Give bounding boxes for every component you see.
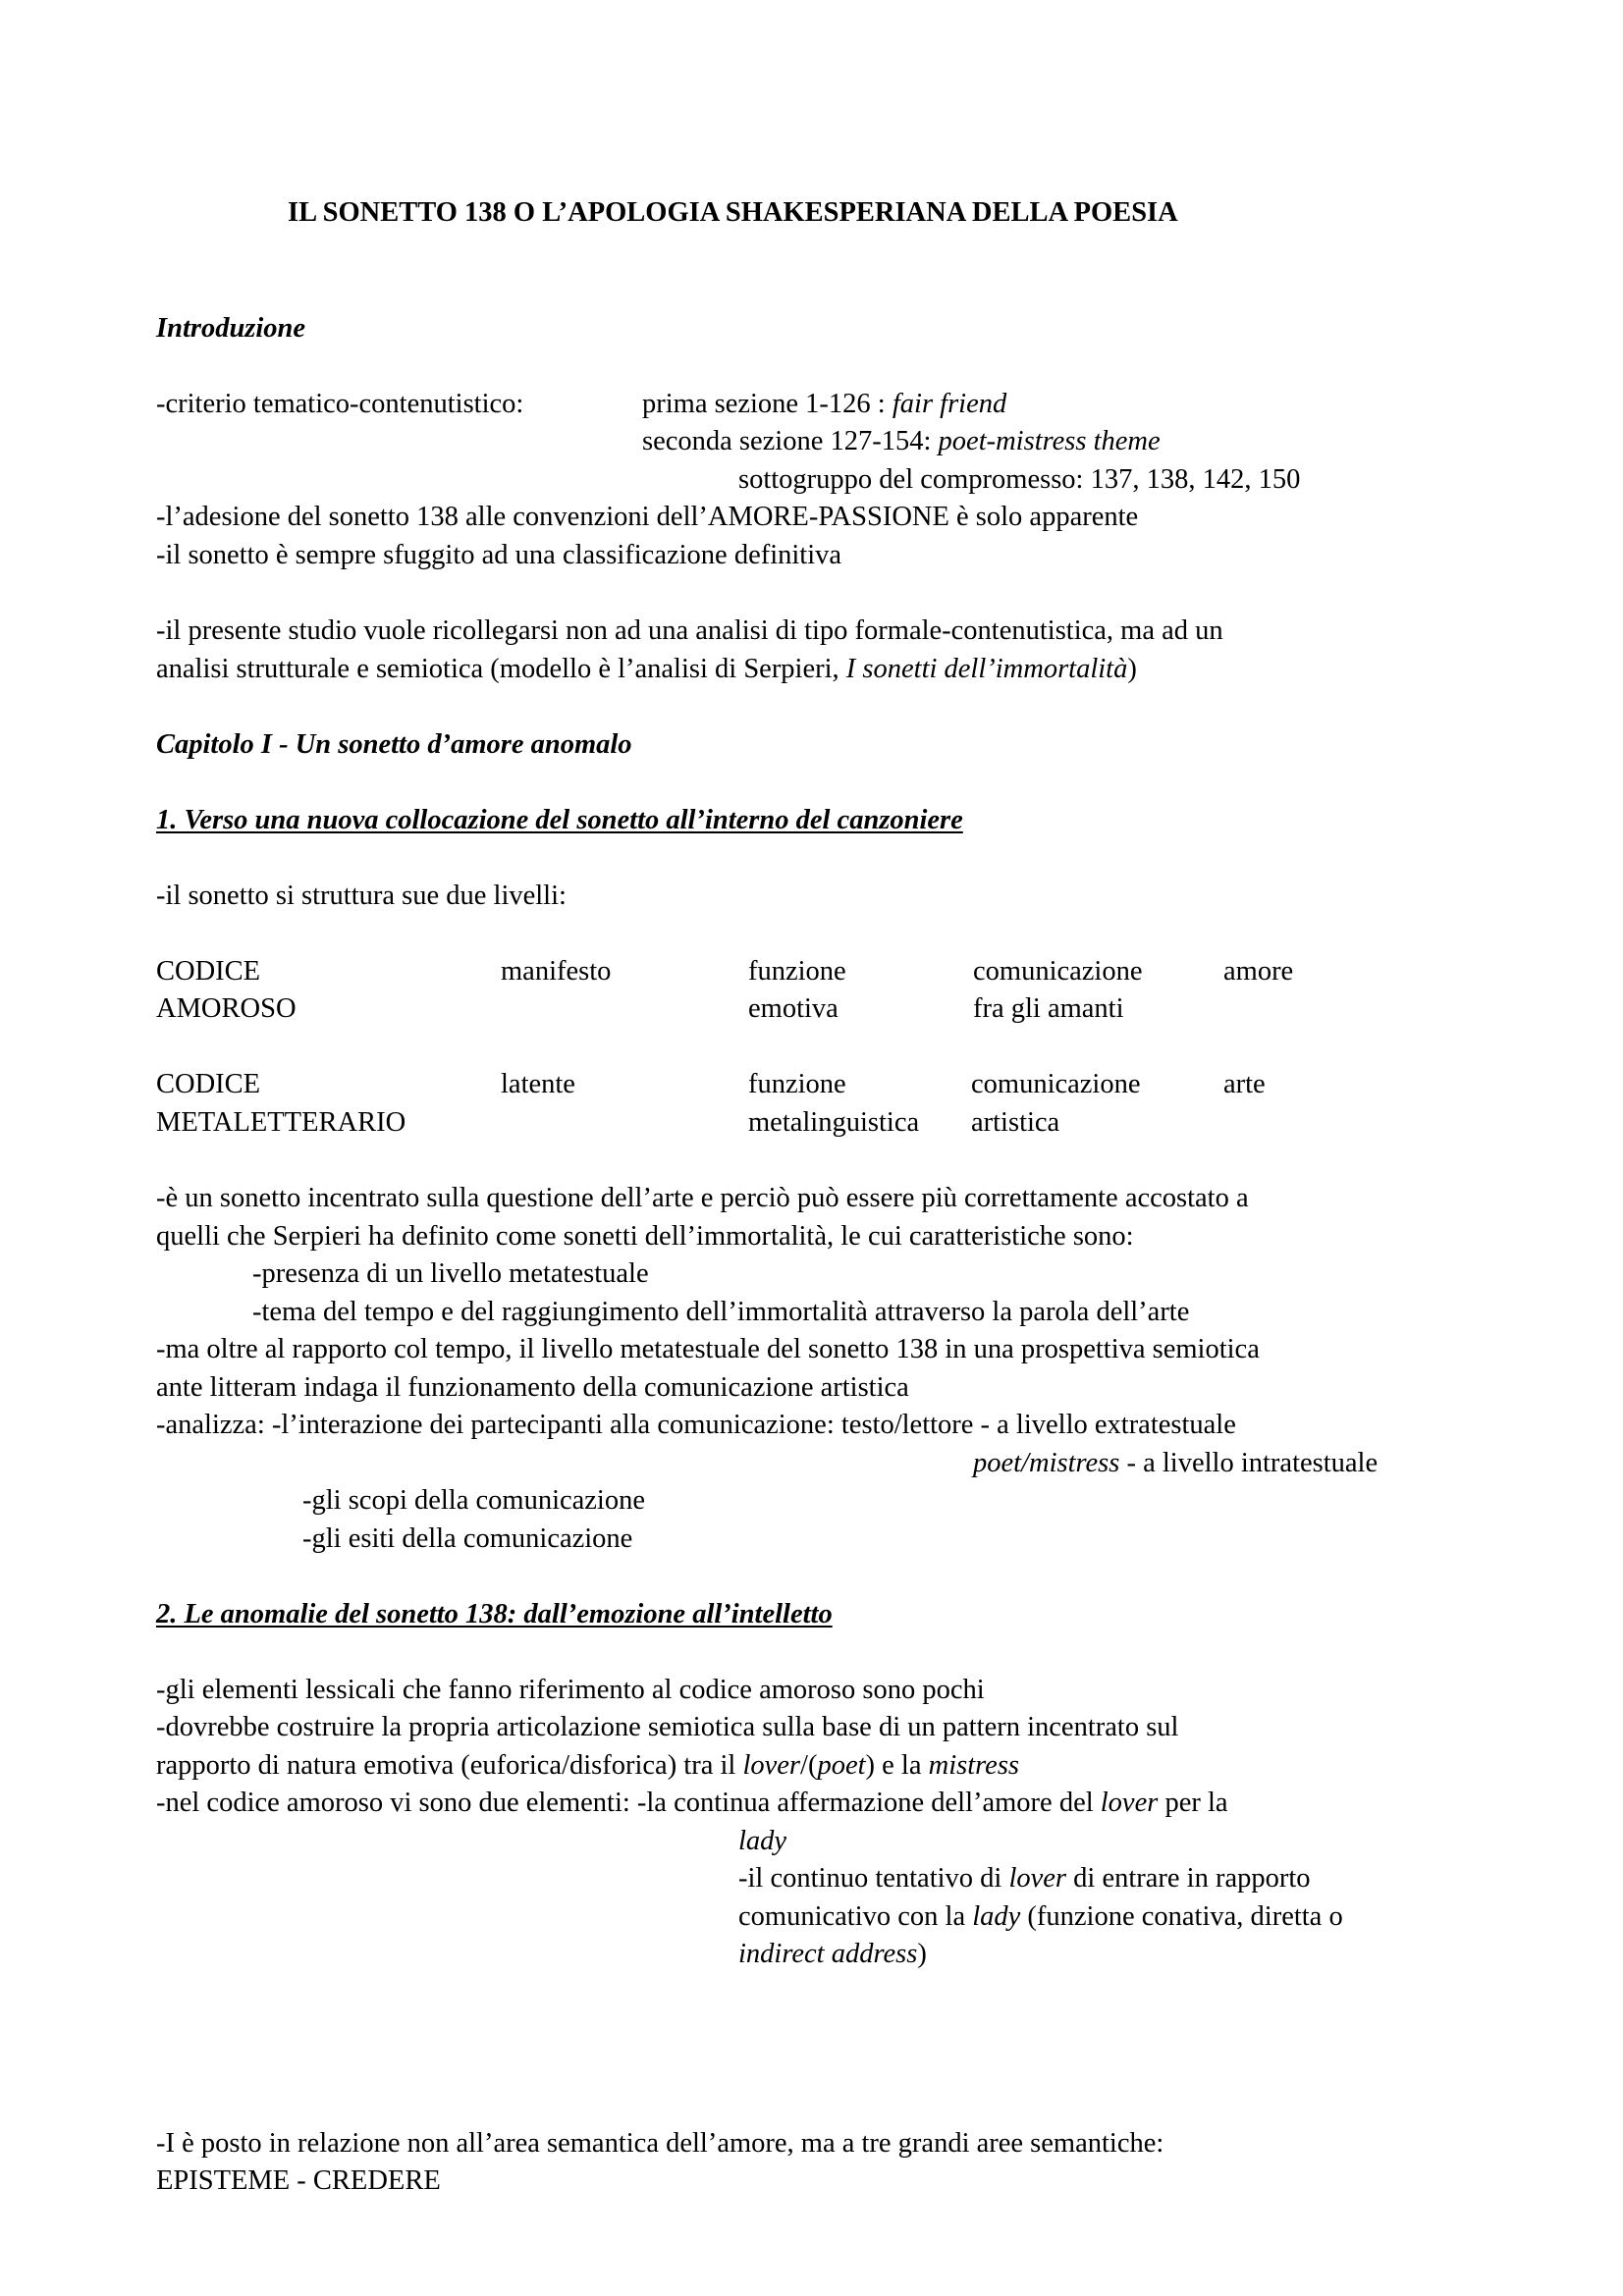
sottogruppo-line: sottogruppo del compromesso: 137, 138, 142, 150	[738, 464, 1301, 495]
table-cell: metalinguistica	[748, 1107, 920, 1138]
paragraph-line	[738, 1898, 1343, 1936]
text-run: comunicativo con la	[738, 1901, 973, 1932]
paragraph-line: -dovrebbe costruire la propria articolazione semiotica sulla base di un pattern incentrato sul	[156, 1712, 1179, 1742]
table-cell: emotiva	[748, 993, 839, 1024]
livello-text: - a livello intratestuale	[1119, 1448, 1379, 1478]
heading-section-1: 1. Verso una nuova collocazione del sonetto all’interno del canzoniere	[156, 805, 963, 835]
list-item: -gli scopi della comunicazione	[302, 1485, 645, 1516]
paragraph-line: ante litteram indaga il funzionamento della comunicazione artistica	[156, 1372, 909, 1403]
lady-term: lady	[738, 1826, 787, 1856]
sezione-2-line	[642, 423, 1161, 460]
mistress-term: mistress	[928, 1750, 1019, 1781]
text-run: -nel codice amoroso vi sono due elementi: -la continua affermazione dell’amore del	[156, 1788, 1101, 1818]
paragraph-line	[156, 1785, 1228, 1822]
document-title: IL SONETTO 138 O L’APOLOGIA SHAKESPERIANA DELLA POESIA	[288, 197, 1178, 228]
lady-term: lady	[972, 1901, 1021, 1932]
sfuggito-line: -il sonetto è sempre sfuggito ad una classificazione definitiva	[156, 540, 842, 570]
table-cell: arte	[1223, 1069, 1266, 1099]
poet-term: poet	[817, 1750, 866, 1781]
heading-introduzione: Introduzione	[156, 313, 306, 344]
studio-close-paren: )	[1127, 654, 1137, 684]
table-cell: CODICE	[156, 956, 261, 987]
table-cell: funzione	[748, 956, 846, 987]
studio-line-1: -il presente studio vuole ricollegarsi non ad una analisi di tipo formale-contenutistica, ma ad un	[156, 615, 1223, 646]
table-cell: fra gli amanti	[973, 993, 1124, 1024]
paragraph-line: -I è posto in relazione non all’area semantica dell’amore, ma a tre grandi aree semantiche:	[156, 2128, 1164, 2159]
text-run: (funzione conativa, diretta o	[1020, 1901, 1343, 1932]
adesione-line: -l’adesione del sonetto 138 alle convenzioni dell’AMORE-PASSIONE è solo apparente	[156, 502, 1139, 532]
table-cell: comunicazione	[973, 956, 1143, 987]
table-cell: manifesto	[501, 956, 612, 987]
list-item: -presenza di un livello metatestuale	[252, 1258, 649, 1289]
sezione-1-line	[642, 386, 1006, 423]
sezione-2-text: seconda sezione 127-154:	[642, 426, 939, 456]
text-run: )	[917, 1939, 927, 1969]
text-run: rapporto di natura emotiva (euforica/disforica) tra il	[156, 1750, 743, 1781]
paragraph-line: EPISTEME - CREDERE	[156, 2165, 441, 2196]
text-run: per la	[1158, 1788, 1228, 1818]
paragraph-line: -è un sonetto incentrato sulla questione dell’arte e perciò può essere più correttamente accostato a	[156, 1183, 1249, 1213]
heading-section-2: 2. Le anomalie del sonetto 138: dall’emozione all’intelletto	[156, 1599, 833, 1629]
table-cell: artistica	[971, 1107, 1060, 1138]
text-run: ) e la	[865, 1750, 929, 1781]
lover-term: lover	[742, 1750, 801, 1781]
studio-text: analisi strutturale e semiotica (modello è l’analisi di Serpieri,	[156, 654, 846, 684]
fair-friend-term: fair friend	[892, 389, 1007, 419]
lover-term: lover	[1100, 1788, 1159, 1818]
paragraph-line	[973, 1445, 1378, 1482]
paragraph-line: -gli elementi lessicali che fanno riferimento al codice amoroso sono pochi	[156, 1675, 985, 1705]
paragraph-line: -analizza: -l’interazione dei partecipanti alla comunicazione: testo/lettore - a livello extratestuale	[156, 1410, 1236, 1440]
studio-line-2	[156, 651, 1137, 688]
text-run: -il continuo tentativo di	[738, 1863, 1009, 1894]
paragraph-line	[738, 1936, 927, 1973]
paragraph-line: quelli che Serpieri ha definito come sonetti dell’immortalità, le cui caratteristiche sono:	[156, 1221, 1134, 1252]
poet-mistress-term: poet/mistress	[973, 1448, 1120, 1478]
table-cell: AMOROSO	[156, 993, 297, 1024]
list-item: -gli esiti della comunicazione	[302, 1523, 633, 1554]
lover-term: lover	[1008, 1863, 1067, 1894]
heading-capitolo-1: Capitolo I - Un sonetto d’amore anomalo	[156, 729, 632, 760]
criterio-label: -criterio tematico-contenutistico:	[156, 389, 524, 419]
paragraph-line	[156, 1747, 1019, 1785]
paragraph-line: -ma oltre al rapporto col tempo, il livello metatestuale del sonetto 138 in una prospettiva semiotica	[156, 1334, 1260, 1364]
text-run: di entrare in rapporto	[1066, 1863, 1311, 1894]
text-run: /(	[800, 1750, 818, 1781]
sonetti-immortalita-title: I sonetti dell’immortalità	[845, 654, 1128, 684]
table-cell: METALETTERARIO	[156, 1107, 406, 1138]
table-cell: amore	[1223, 956, 1294, 987]
table-cell: funzione	[748, 1069, 846, 1099]
sezione-1-text: prima sezione 1-126 :	[642, 389, 893, 419]
poet-mistress-term: poet-mistress theme	[938, 426, 1161, 456]
indirect-address-term: indirect address	[738, 1939, 918, 1969]
table-cell: latente	[501, 1069, 575, 1099]
paragraph-line	[738, 1860, 1311, 1897]
livelli-line: -il sonetto si struttura sue due livelli:	[156, 881, 567, 911]
table-cell: CODICE	[156, 1069, 261, 1099]
list-item: -tema del tempo e del raggiungimento dell’immortalità attraverso la parola dell’arte	[252, 1297, 1190, 1327]
table-cell: comunicazione	[971, 1069, 1141, 1099]
